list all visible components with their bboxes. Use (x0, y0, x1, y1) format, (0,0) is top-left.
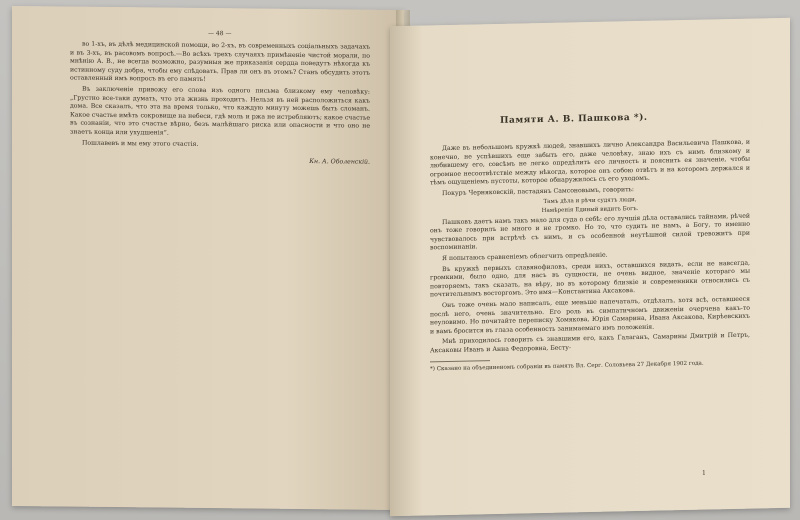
left-page-text (70, 41, 370, 168)
article-title: Памяти А. В. Пашкова *). (500, 112, 648, 126)
right-page (390, 18, 790, 516)
left-paragraph: Пошлавевъ и мы ему этого счастія. (82, 139, 199, 148)
verse-line: Намѣренія Единый видитъ Богъ. (541, 205, 639, 214)
right-paragraph: Покуръ Черняковскій, пастадянъ Самсоновымъ, говорить: (442, 186, 635, 198)
left-page (12, 6, 404, 510)
left-paragraph: Въ заключеніе привожу его слова изъ одного письма близкому ему человѣку: „Грустно все-таки думать, что эта жизнь проходитъ. Нельзя въ ней расположиться какъ дома. Все сказалъ, что эта на время только, что каждую минуту можешь быть сломанъ. Какое счастье имѣть сокровище на небеси, гдѣ моль и ржа не истребляютъ; какое счастье въ сознаніи, что это счастье вѣрно, безъ малѣйшаго риска или опасности и что оно не знаетъ конца или ухудшенія“. (70, 85, 370, 137)
right-page-number: 1 (702, 469, 706, 477)
footnote-rule (430, 361, 490, 363)
left-paragraph: во 1-хъ, въ дѣлѣ медицинской помощи, во 2-хъ, въ современныхъ соціальныхъ задачахъ и въ 3-хъ, въ расовомъ вопросѣ.—Во всѣхъ трехъ случаяхъ примѣненіе чистой морали, по мнѣнію А. В., не всегда возможно, разумныя же приказанія сердца поведутъ нѣкогда къ истинному суду добра, чтобы ему слѣдовать. Прав ли онъ въ этомъ? Станъ обсудить этотъ оставленный имъ вопросъ въ его память! (70, 40, 370, 84)
verse-line: Тамъ дѣла и рѣчи судятъ люди, (543, 196, 637, 205)
right-paragraph: Онъ тоже очень мало написалъ, еще меньше напечаталъ, отдѣлалъ, хотя всѣ, оставшееся послѣ него, очень значительно. Его роль въ симпатичномъ движеніи очерчена какъ-то неуловимо. Но почитайте переписку Хомякова, Юрія Самарина, Ивана Аксакова, Кирѣевскихъ и вамъ бросится въ глаза особенность занимаемаго имъ положенія. (430, 295, 750, 336)
right-paragraph: Даже въ небольшомъ кружкѣ людей, знавшихъ лично Александра Васильевича Пашкова, и конечно, не успѣвшихъ еще забыть его, даже человѣку, знаю ихъ съ нимъ близкому и любившему его, совсѣмъ не легко опредѣлить его личность и пояснить ея значеніе, чтобы огромное несоотвѣтствіе между нѣкогда, которое онъ собою отвѣтъ и на которомъ держался и тѣмъ ощущеніемъ пустоты, которое обнаружилось съ его уходомъ. (430, 138, 750, 187)
right-paragraph: Я попытаюсь сравненіемъ облегчить опредѣленіе. (442, 251, 608, 263)
footnote: *) Сказано на объединеномъ собраніи въ память Вл. Серг. Соловьева 27 Декабря 1902 года. (430, 361, 704, 373)
right-page-text (430, 139, 750, 375)
right-paragraph: Пашковъ даетъ намъ такъ мало для суда о себѣ: его лучшія дѣла оставались тайнами, рѣчей онъ тоже говорилъ не много и не громко. Но то, что судить не намъ, а Богу, то именно чувствовалось при встрѣчѣ съ нимъ, и съ особенной неутѣшной силой тревожитъ при воспоминаніи. (430, 212, 750, 252)
right-paragraph: Мнѣ приходилось говорить съ знавшими его, какъ Галаганъ, Самарины Дмитрій и Петръ, Аксаковы Иванъ и Анна Федоровна, Бесту- (430, 331, 750, 355)
signature: Кн. А. Оболенскій. (309, 158, 370, 166)
left-page-number: — 48 — (208, 30, 232, 38)
right-paragraph: Въ кружкѣ первыхъ славянофиловъ, среди нихъ, оставшихся видать, если не навсегда, громкими, было одно, для насъ въ сущности, не очень видное, значеніе котораго мы повторяемъ, такъ сказать, на вѣру, но въ которому близкіе и современники относились съ почтительнымъ восторгомъ. Это имя—Константина Аксакова. (430, 259, 750, 299)
